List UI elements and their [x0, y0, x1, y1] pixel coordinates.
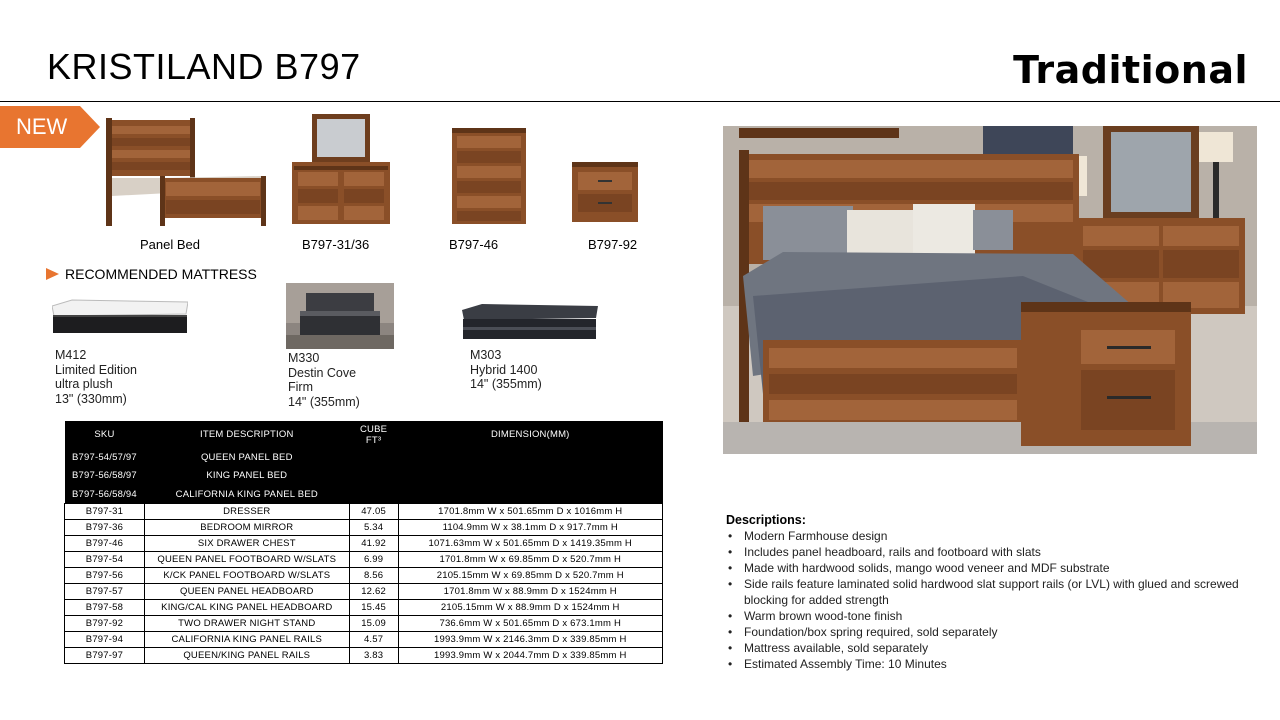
row-dimension: 1701.8mm W x 69.85mm D x 520.7mm H: [398, 552, 662, 568]
mattress-line: 14" (355mm): [288, 394, 360, 409]
table-row: [65, 536, 663, 552]
recommended-mattress-heading: [46, 266, 257, 282]
table-row: [65, 552, 663, 568]
descriptions-list: [726, 528, 1246, 672]
row-cube: 4.57: [349, 632, 398, 648]
row-dimension: 1071.63mm W x 501.65mm D x 1419.35mm H: [398, 536, 662, 552]
mattress-code: M303: [470, 348, 502, 362]
row-cube: 12.62: [349, 584, 398, 600]
description-item: • Estimated Assembly Time: 10 Minutes: [726, 656, 1246, 672]
table-row: [65, 600, 663, 616]
row-item: BEDROOM MIRROR: [144, 520, 349, 536]
description-item: • Side rails feature laminated solid hardwood slat support rails (or LVL) with glued and screwed blocking for added strength: [726, 576, 1246, 608]
spec-table: [64, 421, 663, 664]
triangle-arrow-icon: [46, 268, 59, 280]
row-sku: B797-31: [65, 504, 145, 520]
mattress-line: Limited Edition: [55, 362, 137, 377]
row-item: QUEEN/KING PANEL RAILS: [144, 648, 349, 664]
set-sku: B797-56/58/94: [65, 485, 145, 504]
row-dimension: 1993.9mm W x 2146.3mm D x 339.85mm H: [398, 632, 662, 648]
mattress-line: Hybrid 1400: [470, 362, 538, 377]
style-label: Traditional: [1013, 48, 1248, 92]
page-title: KRISTILAND B797: [47, 46, 361, 87]
row-item: QUEEN PANEL FOOTBOARD W/SLATS: [144, 552, 349, 568]
mattress-line: 14" (355mm): [470, 377, 542, 391]
row-sku: B797-58: [65, 600, 145, 616]
row-sku: B797-57: [65, 584, 145, 600]
row-sku: B797-56: [65, 568, 145, 584]
table-row: [65, 648, 663, 664]
mattress-line: Firm: [288, 380, 313, 394]
header-cube-label: CUBE: [360, 423, 388, 435]
header-item: ITEM DESCRIPTION: [144, 421, 349, 448]
table-row: [65, 616, 663, 632]
header-cube-unit: FT³: [365, 434, 382, 446]
set-row: [65, 448, 663, 467]
mattress-m303-text: [470, 348, 542, 392]
new-badge-label: NEW: [16, 114, 68, 139]
mattress-code: M412: [55, 348, 87, 362]
table-row: [65, 520, 663, 536]
row-dimension: 1104.9mm W x 38.1mm D x 917.7mm H: [398, 520, 662, 536]
product-caption: Panel Bed: [140, 237, 200, 252]
new-badge: [0, 106, 100, 148]
description-item: • Warm brown wood-tone finish: [726, 608, 1246, 624]
row-sku: B797-54: [65, 552, 145, 568]
row-cube: 15.45: [349, 600, 398, 616]
recommended-heading-label: RECOMMENDED MATTRESS: [65, 266, 257, 282]
row-sku: B797-92: [65, 616, 145, 632]
header-sku: SKU: [65, 421, 145, 448]
mattress-code: M330: [288, 351, 320, 365]
mattress-m303-image: [460, 302, 600, 344]
row-item: DRESSER: [144, 504, 349, 520]
row-cube: 5.34: [349, 520, 398, 536]
row-cube: 8.56: [349, 568, 398, 584]
set-row: [65, 485, 663, 504]
row-item: KING/CAL KING PANEL HEADBOARD: [144, 600, 349, 616]
row-dimension: 2105.15mm W x 69.85mm D x 520.7mm H: [398, 568, 662, 584]
set-sku: B797-56/58/97: [65, 467, 145, 486]
row-cube: 15.09: [349, 616, 398, 632]
row-sku: B797-94: [65, 632, 145, 648]
description-item: • Made with hardwood solids, mango wood veneer and MDF substrate: [726, 560, 1246, 576]
description-item: • Modern Farmhouse design: [726, 528, 1246, 544]
product-caption: B797-92: [588, 237, 638, 252]
set-item: KING PANEL BED: [144, 467, 349, 486]
header-divider: [0, 101, 1280, 102]
product-caption: B797-46: [449, 237, 499, 252]
row-cube: 47.05: [349, 504, 398, 520]
mattress-m330-image: [286, 283, 394, 349]
table-row: [65, 632, 663, 648]
chest-image: [450, 126, 528, 226]
product-caption: B797-31/36: [302, 237, 370, 252]
row-dimension: 2105.15mm W x 88.9mm D x 1524mm H: [398, 600, 662, 616]
row-dimension: 736.6mm W x 501.65mm D x 673.1mm H: [398, 616, 662, 632]
mattress-line: ultra plush: [55, 377, 113, 391]
description-item: • Includes panel headboard, rails and footboard with slats: [726, 544, 1246, 560]
descriptions-heading: Descriptions:: [726, 513, 806, 527]
row-item: TWO DRAWER NIGHT STAND: [144, 616, 349, 632]
set-item: QUEEN PANEL BED: [144, 448, 349, 467]
set-item: CALIFORNIA KING PANEL BED: [144, 485, 349, 504]
header-dimension: DIMENSION(MM): [398, 421, 662, 448]
dresser-mirror-image: [290, 112, 392, 226]
description-item: • Mattress available, sold separately: [726, 640, 1246, 656]
row-sku: B797-36: [65, 520, 145, 536]
mattress-m330-text: [288, 351, 360, 409]
row-cube: 41.92: [349, 536, 398, 552]
table-row: [65, 584, 663, 600]
mattress-line: Destin Cove: [288, 365, 357, 380]
table-header-row: [65, 421, 663, 448]
row-item: K/CK PANEL FOOTBOARD W/SLATS: [144, 568, 349, 584]
row-sku: B797-46: [65, 536, 145, 552]
row-item: QUEEN PANEL HEADBOARD: [144, 584, 349, 600]
mattress-m412-text: [55, 348, 137, 406]
nightstand-image: [570, 160, 640, 224]
mattress-m412-image: [52, 298, 188, 338]
header-cube: [349, 421, 398, 448]
row-dimension: 1701.8mm W x 501.65mm D x 1016mm H: [398, 504, 662, 520]
set-row: [65, 467, 663, 486]
row-dimension: 1701.8mm W x 88.9mm D x 1524mm H: [398, 584, 662, 600]
table-row: [65, 568, 663, 584]
row-item: CALIFORNIA KING PANEL RAILS: [144, 632, 349, 648]
panel-bed-image: [104, 118, 266, 228]
table-row: [65, 504, 663, 520]
mattress-line: 13" (330mm): [55, 391, 127, 406]
row-item: SIX DRAWER CHEST: [144, 536, 349, 552]
row-cube: 6.99: [349, 552, 398, 568]
row-sku: B797-97: [65, 648, 145, 664]
description-item: • Foundation/box spring required, sold separately: [726, 624, 1246, 640]
descriptions-section: [726, 512, 1246, 672]
row-dimension: 1993.9mm W x 2044.7mm D x 339.85mm H: [398, 648, 662, 664]
set-sku: B797-54/57/97: [65, 448, 145, 467]
row-cube: 3.83: [349, 648, 398, 664]
bedroom-scene-photo: [723, 126, 1257, 454]
